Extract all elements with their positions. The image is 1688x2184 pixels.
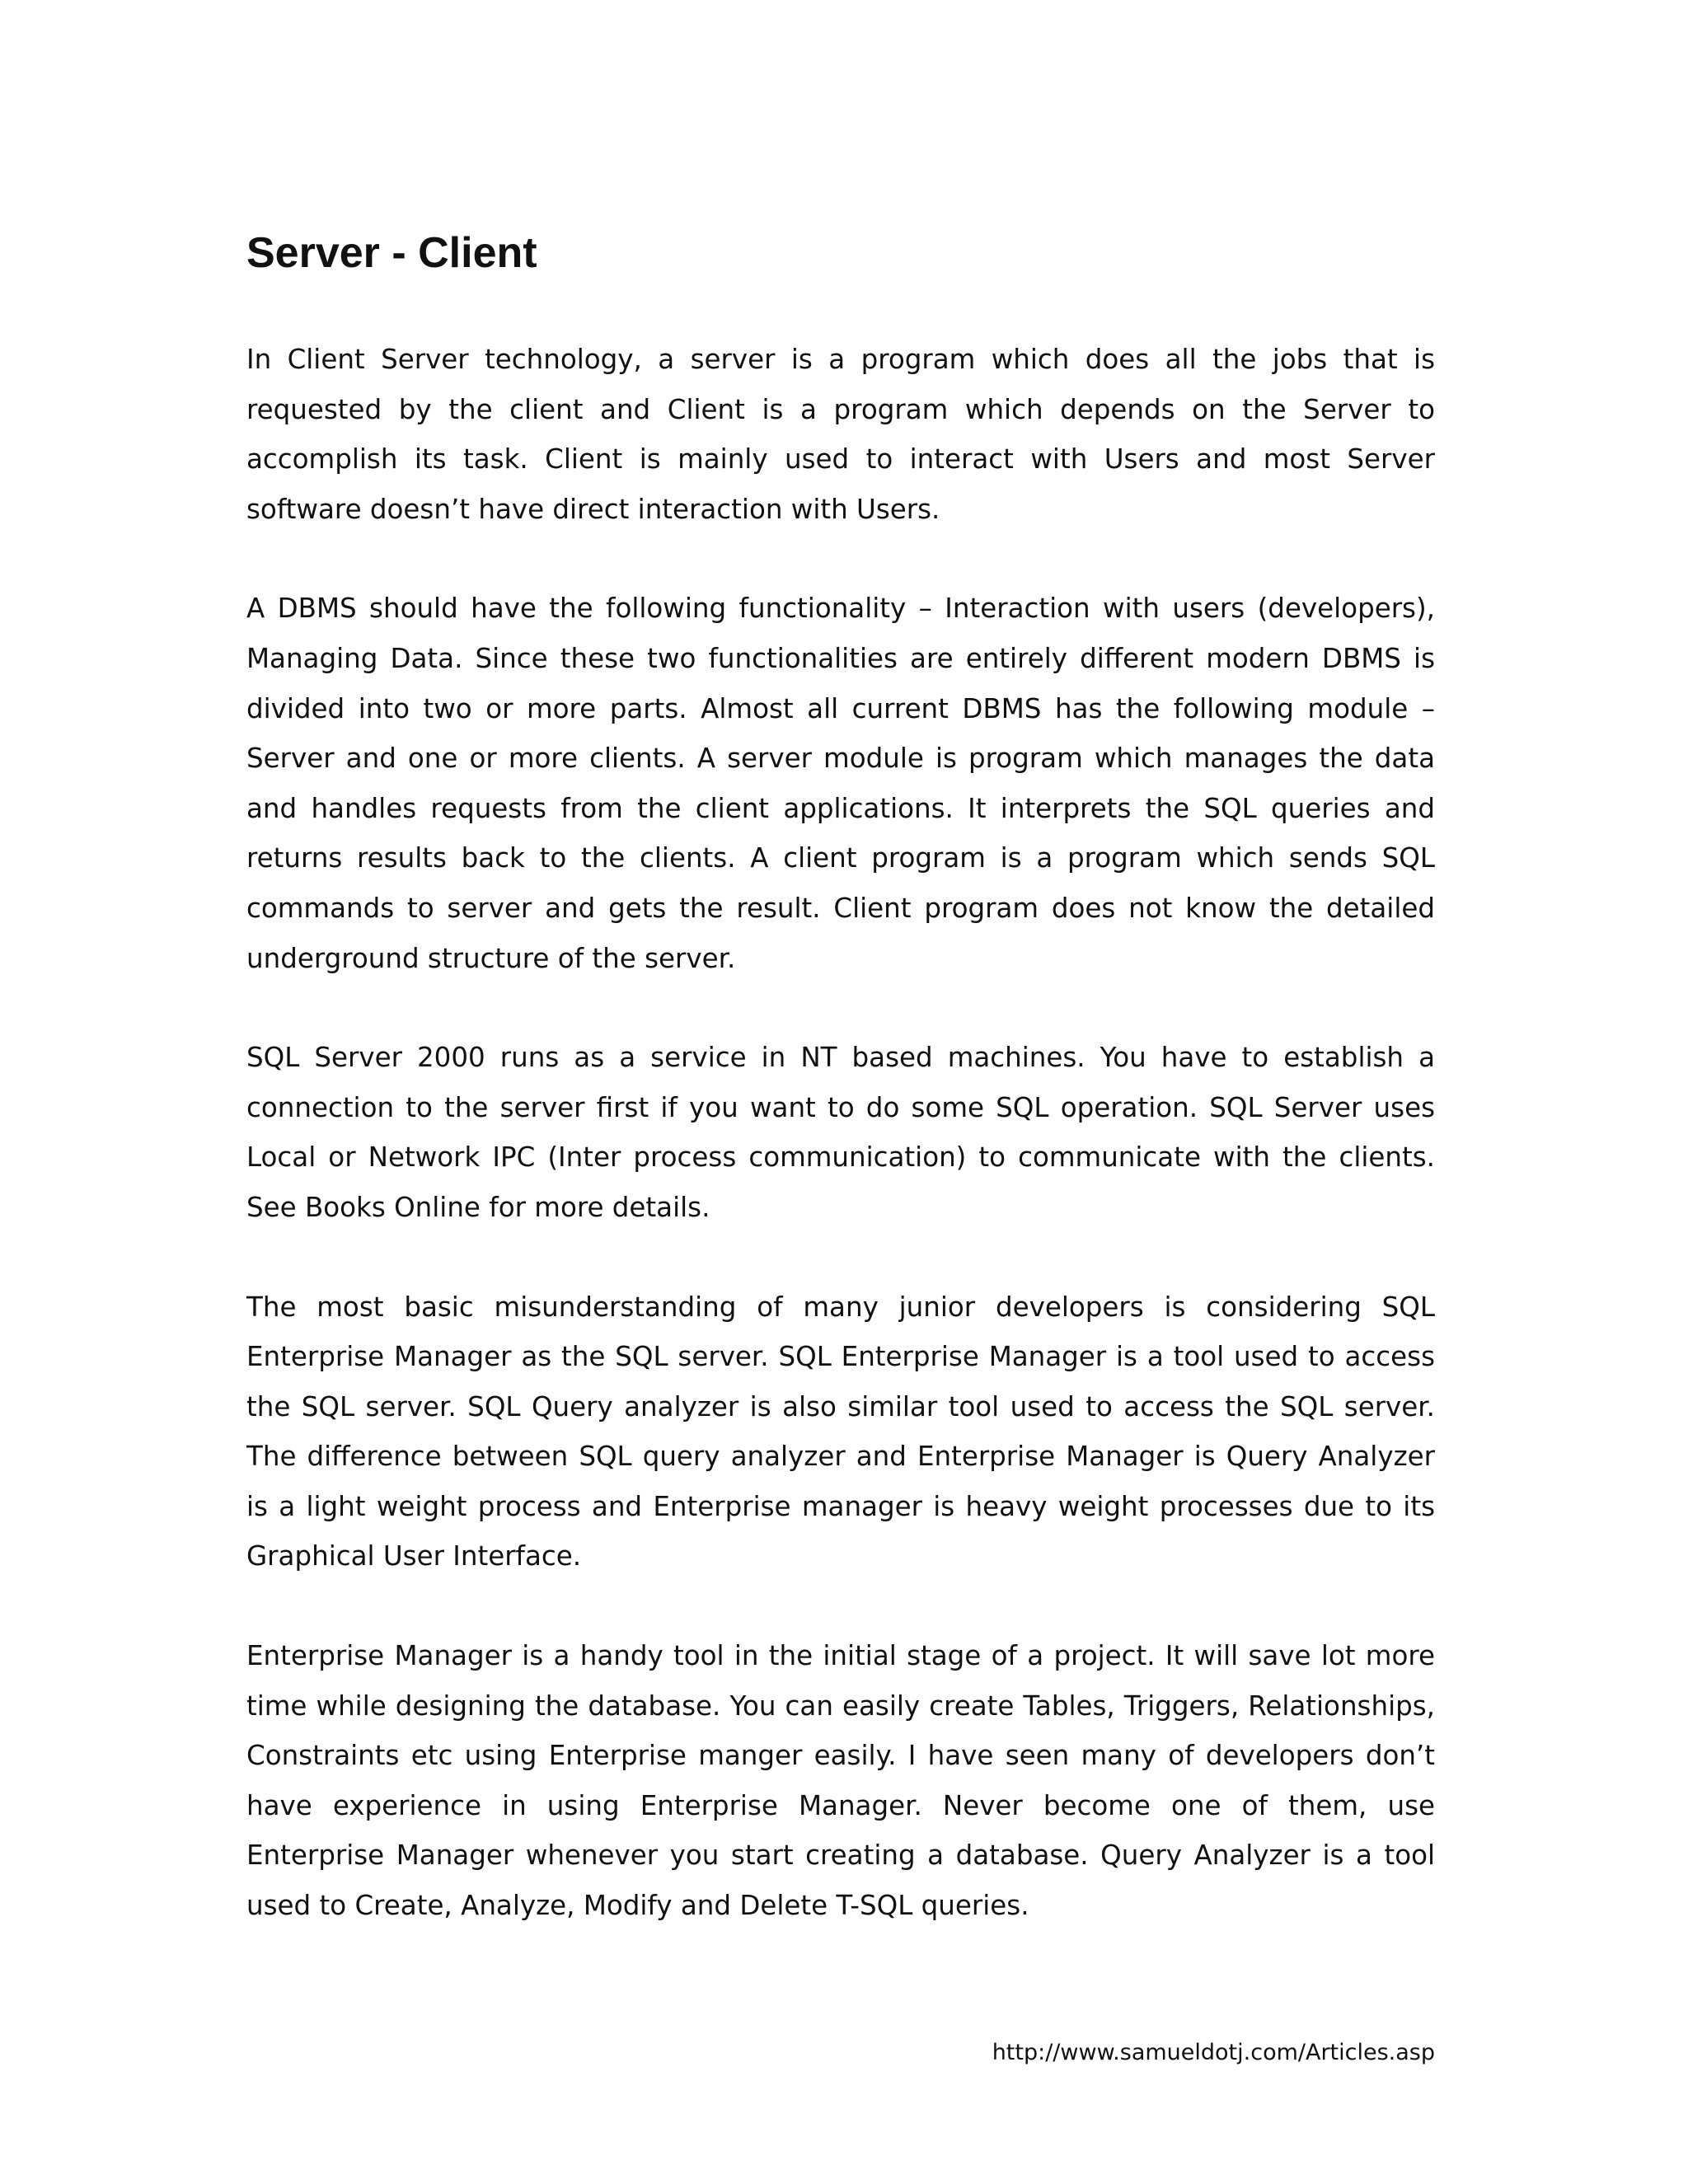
article-content — [246, 224, 1435, 1980]
page-title: Server - Client — [246, 229, 537, 277]
footer-url: http://www.samueldotj.com/Articles.asp — [992, 2040, 1435, 2065]
paragraph-client-server: In Client Server technology, a server is a program which does all the jobs that is requested by the client and Client is a program which depends on the Server to accomplish its task. Client is mainly used to interact with Users and most Server software doesn’t have direct interaction with Users. — [246, 344, 1435, 525]
paragraph-dbms-functionality: A DBMS should have the following functionality – Interaction with users (developers), Managing Data. Since these two functionalities are entirely different modern DBMS is divided into two or more parts. Almost all current DBMS has the following module – Server and one or more clients. A server module is program which manages the data and handles requests from the client applications. It interprets the SQL queries and returns results back to the clients. A client program is a program which sends SQL commands to server and gets the result. Client program does not know the detailed underground structure of the server. — [246, 593, 1435, 974]
paragraph-enterprise-manager-usage: Enterprise Manager is a handy tool in the initial stage of a project. It will save lot more time while designing the database. You can easily create Tables, Triggers, Relationships, Constraints etc using Enterprise manger easily. I have seen many of developers don’t have experience in using Enterprise Manager. Never become one of them, use Enterprise Manager whenever you start creating a database. Query Analyzer is a tool used to Create, Analyze, Modify and Delete T-SQL queries. — [246, 1640, 1435, 1922]
paragraph-enterprise-manager-misunderstanding: The most basic misunderstanding of many junior developers is considering SQL Enterprise Manager as the SQL server. SQL Enterprise Manager is a tool used to access the SQL server. SQL Query analyzer is also similar tool used to access the SQL server. The difference between SQL query analyzer and Enterprise Manager is Query Analyzer is a light weight process and Enterprise manager is heavy weight processes due to its Graphical User Interface. — [246, 1291, 1435, 1572]
article-body — [246, 335, 1435, 1931]
paragraph-sql-server-2000: SQL Server 2000 runs as a service in NT based machines. You have to establish a connection to the server first if you want to do some SQL operation. SQL Server uses Local or Network IPC (Inter process communication) to communicate with the clients. See Books Online for more details. — [246, 1042, 1435, 1223]
